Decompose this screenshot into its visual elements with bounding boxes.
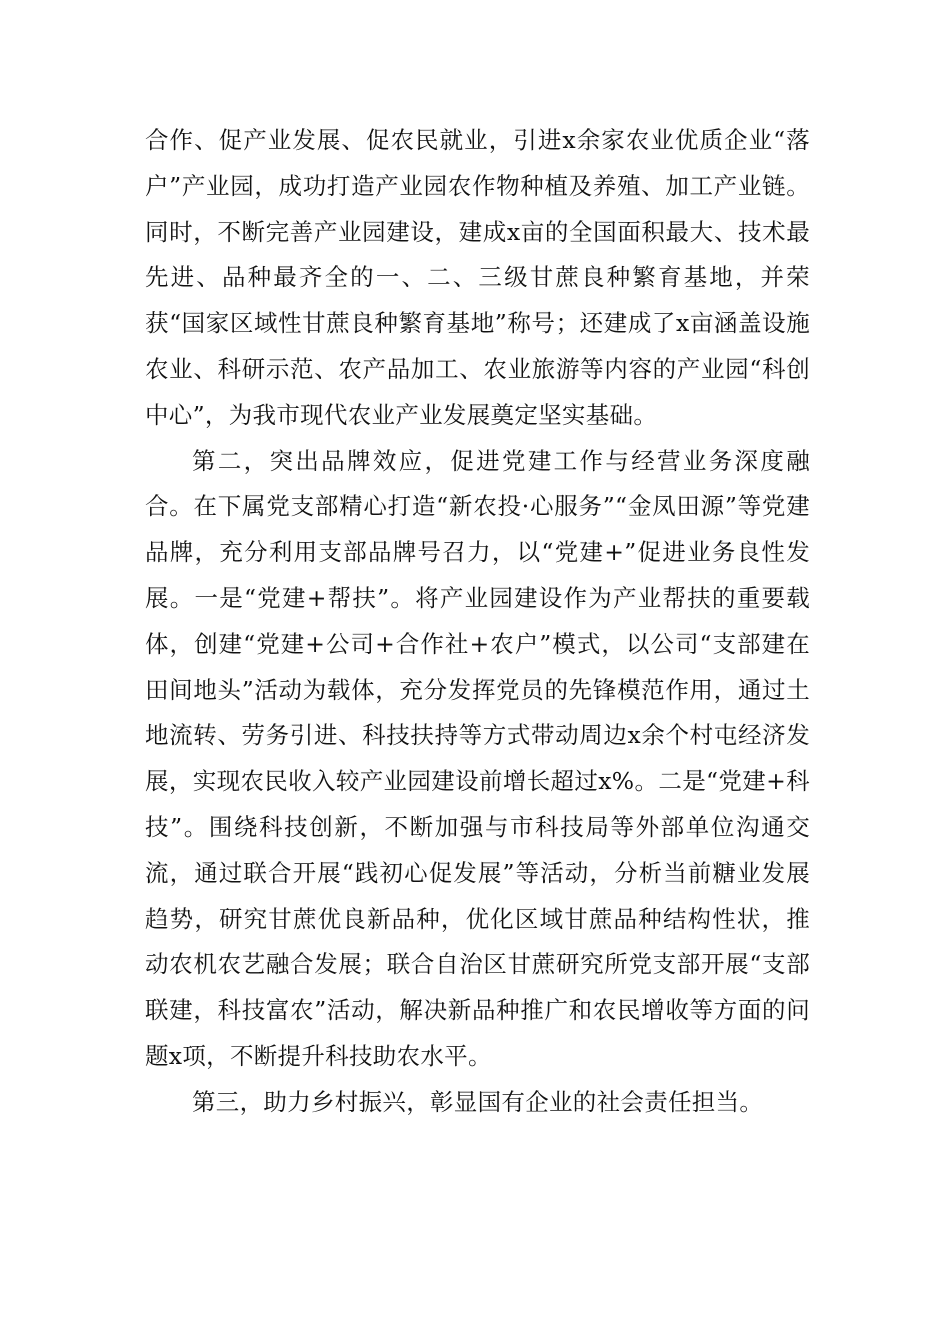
document-body: [145, 118, 810, 1126]
paragraph-third-point: 第三，助力乡村振兴，彰显国有企业的社会责任担当。: [192, 1087, 764, 1116]
paragraph-continuation: 合作、促产业发展、促农民就业，引进x余家农业优质企业“落户”产业园，成功打造产业园农作物种植及养殖、加工产业链。同时，不断完善产业园建设，建成x亩的全国面积最大、技术最先进、品种最齐全的一、二、三级甘蔗良种繁育基地，并荣获“国家区域性甘蔗良种繁育基地”称号；还建成了x亩涵盖设施农业、科研示范、农产品加工、农业旅游等内容的产业园“科创中心”，为我市现代农业产业发展奠定坚实基础。: [145, 126, 810, 429]
paragraph-second-point: 第二，突出品牌效应，促进党建工作与经营业务深度融合。在下属党支部精心打造“新农投·心服务”“金凤田源”等党建品牌，充分利用支部品牌号召力，以“党建+”促进业务良性发展。一是“党建+帮扶”。将产业园建设作为产业帮扶的重要载体，创建“党建+公司+合作社+农户”模式，以公司“支部建在田间地头”活动为载体，充分发挥党员的先锋模范作用，通过土地流转、劳务引进、科技扶持等方式带动周边x余个村屯经济发展，实现农民收入较产业园建设前增长超过x%。二是“党建+科技”。围绕科技创新，不断加强与市科技局等外部单位沟通交流，通过联合开展“践初心促发展”等活动，分析当前糖业发展趋势，研究甘蔗优良新品种，优化区域甘蔗品种结构性状，推动农机农艺融合发展；联合自治区甘蔗研究所党支部开展“支部联建，科技富农”活动，解决新品种推广和农民增收等方面的问题x项，不断提升科技助农水平。: [145, 446, 810, 1070]
